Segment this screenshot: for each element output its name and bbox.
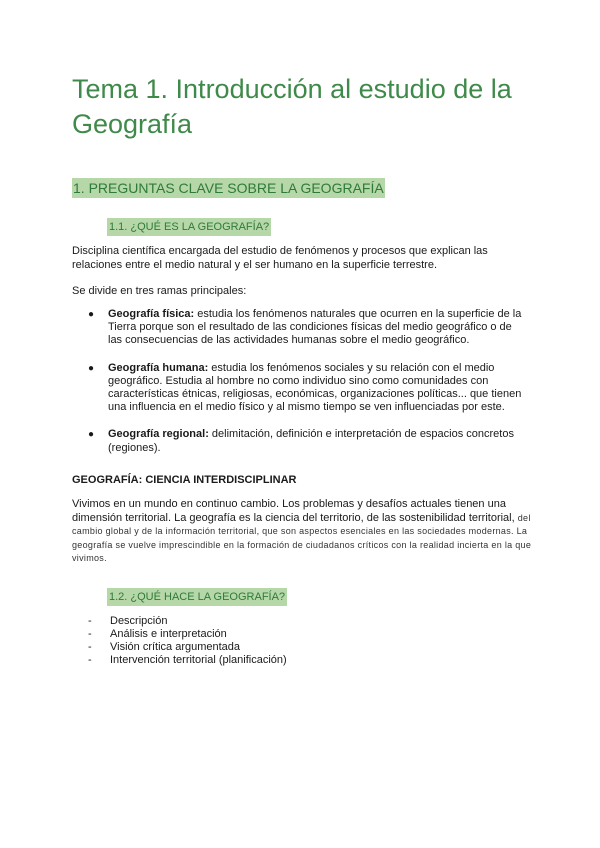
branch-term: Geografía regional: [108, 428, 209, 441]
subsection-heading-que-es: 1.1. ¿QUÉ ES LA GEOGRAFÍA? [107, 218, 271, 236]
list-item [88, 641, 287, 654]
bullet-icon: ● [88, 309, 95, 320]
list-item-text: Análisis e interpretación [110, 628, 227, 640]
list-item [88, 308, 528, 348]
branches-list [88, 308, 528, 469]
list-item [88, 654, 287, 667]
subsection-heading-que-hace: 1.2. ¿QUÉ HACE LA GEOGRAFÍA? [107, 588, 287, 606]
interdisciplinar-heading: GEOGRAFÍA: CIENCIA INTERDISCIPLINAR [72, 474, 297, 486]
interdisciplinar-text-main: Vivimos en un mundo en continuo cambio. Los problemas y desafíos actuales tienen una dimensión territorial. La geografía es la ciencia del territorio, de las sostenibilidad territorial, [72, 498, 515, 524]
dash-icon: - [88, 628, 92, 640]
definition-paragraph: Disciplina científica encargada del estudio de fenómenos y procesos que explican las relaciones entre el medio natural y el ser humano en la superficie terrestre. [72, 245, 488, 271]
dash-icon: - [88, 654, 92, 666]
branch-term: Geografía humana: [108, 361, 209, 374]
list-item [88, 428, 528, 454]
branch-text: delimitación, definición e interpretación de espacios concretos (regiones). [108, 428, 514, 454]
interdisciplinar-paragraph [72, 498, 532, 566]
list-item-text: Intervención territorial (planificación) [110, 654, 287, 666]
page-title: Tema 1. Introducción al estudio de la Geografía [72, 74, 512, 139]
list-item [88, 628, 287, 641]
dash-icon: - [88, 615, 92, 627]
list-item [88, 362, 528, 415]
branch-term: Geografía física: [108, 308, 195, 320]
branch-text: estudia los fenómenos naturales que ocurren en la superficie de la Tierra porque son el resultado de las condiciones físicas del medio geográfico o de las consecuencias de las actividades humanas sobre el medio geográfico. [108, 308, 522, 347]
bullet-icon: ● [88, 429, 95, 441]
branches-intro: Se divide en tres ramas principales: [72, 285, 247, 297]
list-item-text: Visión crítica argumentada [110, 641, 241, 653]
list-item [88, 615, 287, 628]
dash-icon: - [88, 641, 92, 653]
actions-list [88, 615, 287, 667]
bullet-icon: ● [88, 362, 95, 374]
section-heading-preguntas: 1. PREGUNTAS CLAVE SOBRE LA GEOGRAFÍA [73, 180, 384, 196]
branch-text: estudia los fenómenos sociales y su relación con el medio geográfico. Estudia al hombre no como individuo sino como comunidades con características étnicas, religiosas, económicas, organizaciones políticas... que tienen una influencia en el medio físico y al mismo tiempo se ven influenciadas por este. [108, 361, 522, 414]
list-item-text: Descripción [110, 615, 168, 627]
interdisciplinar-text-small: del cambio global y de la información territorial, que son aspectos esenciales en las sociedades modernas. La geografía se vuelve imprescindible en la formación de ciudadanos críticos con la realidad incierta en la que vivimos. [72, 512, 532, 563]
